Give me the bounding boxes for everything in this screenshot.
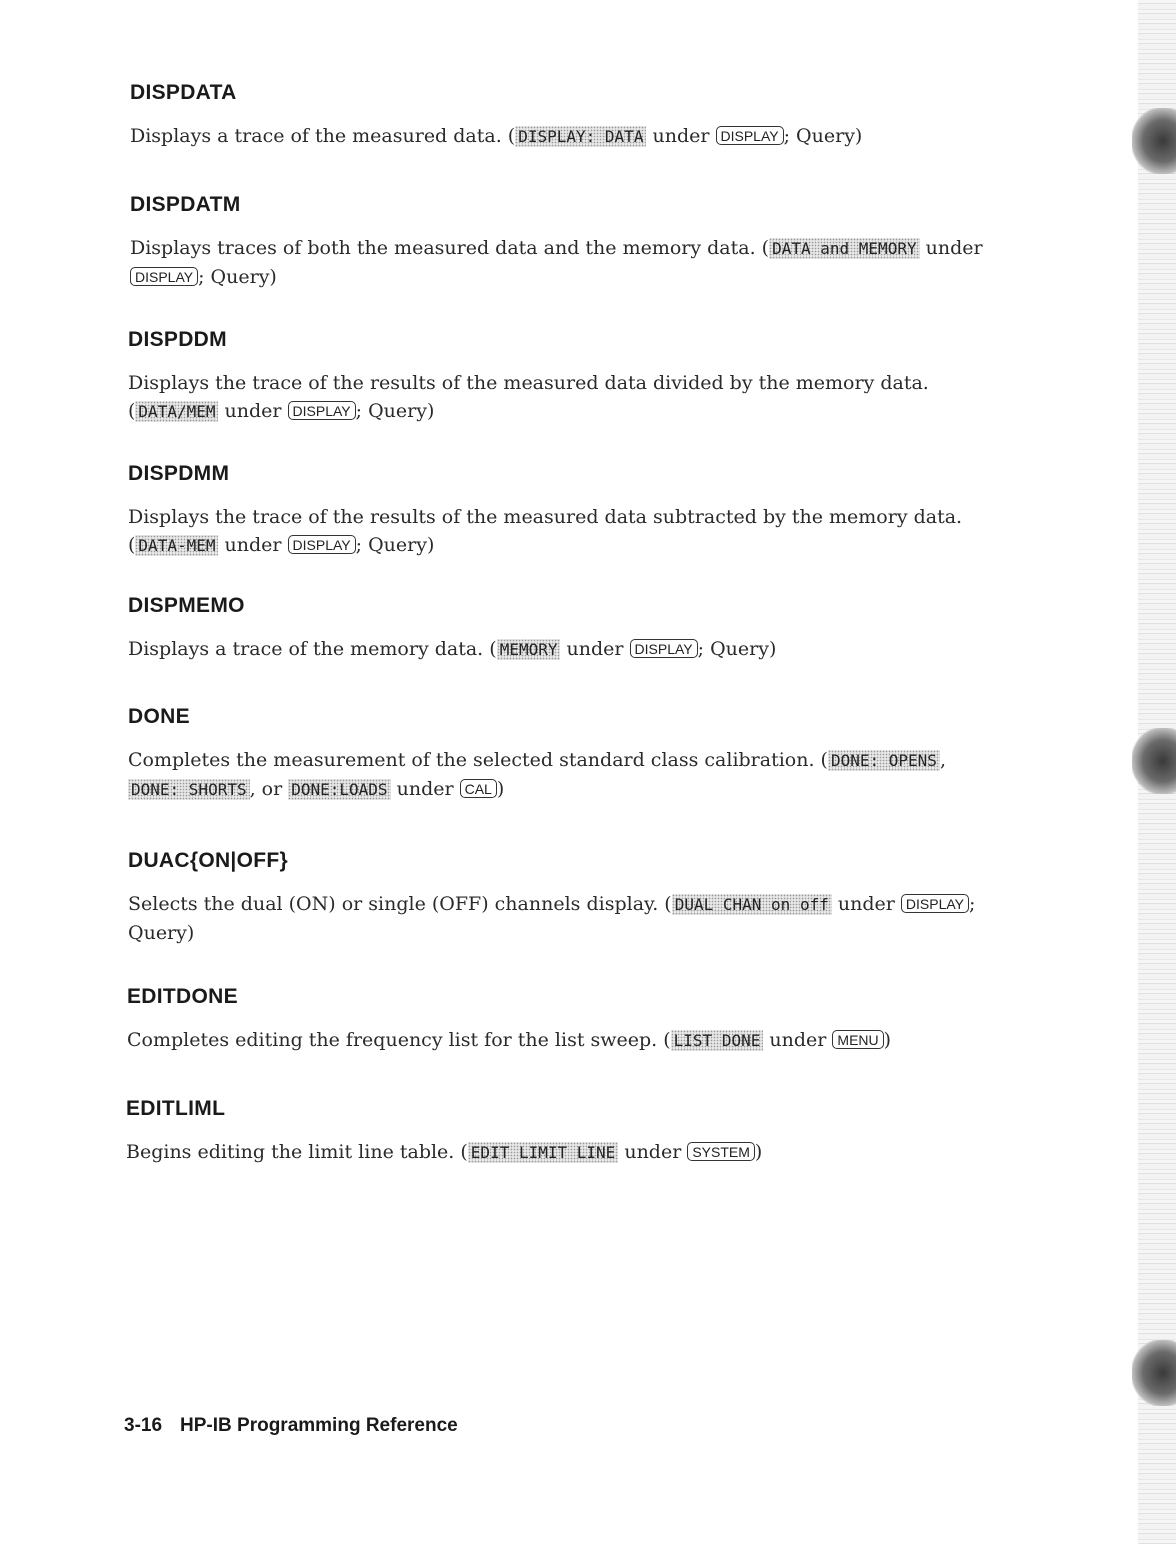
command-description: [130, 234, 1030, 291]
desc-text: ,: [939, 749, 946, 771]
command-heading: DISPDATM: [130, 193, 241, 216]
command-heading: DISPMEMO: [128, 594, 245, 617]
softkey-label: DATA and MEMORY: [769, 238, 920, 259]
desc-text: under: [919, 237, 983, 259]
desc-text: under: [763, 1029, 833, 1051]
hardkey-label: DISPLAY: [288, 535, 356, 554]
page-footer: [124, 1415, 458, 1437]
desc-text: under: [390, 778, 460, 800]
softkey-label: LIST DONE: [671, 1030, 764, 1051]
desc-text: under: [560, 638, 630, 660]
command-heading: DUAC{ON|OFF}: [128, 849, 288, 872]
desc-text: ; Query): [783, 125, 863, 147]
softkey-label: DATA/MEM: [135, 401, 218, 422]
desc-text: ; Query): [355, 400, 435, 422]
command-heading: EDITLIML: [126, 1097, 226, 1120]
softkey-label: DUAL CHAN on off: [672, 894, 832, 915]
command-heading: EDITDONE: [127, 985, 238, 1008]
desc-text: ): [496, 778, 505, 800]
desc-text: under: [218, 400, 288, 422]
softkey-label: DONE: OPENS: [828, 750, 940, 771]
hardkey-label: DISPLAY: [630, 639, 698, 658]
softkey-label: DONE: SHORTS: [128, 779, 250, 800]
command-heading: DONE: [128, 705, 190, 728]
entry-done: [128, 704, 988, 804]
entry-dispmemo: [128, 593, 1176, 664]
softkey-label: DONE:LOADS: [288, 779, 390, 800]
command-description: [128, 503, 978, 560]
desc-text: Selects the dual (ON) or single (OFF) channels display. (: [128, 893, 672, 915]
entry-editdone: [127, 984, 1176, 1055]
desc-text: Displays a trace of the measured data. (: [130, 125, 516, 147]
desc-text: Displays traces of both the measured data and the memory data. (: [130, 237, 770, 259]
entry-duac: [128, 848, 1033, 947]
command-description: [130, 122, 1176, 151]
desc-text: Displays the trace of the results of the measured data divided by the memory data. (: [128, 372, 929, 422]
desc-text: , or: [249, 778, 289, 800]
entry-dispdmm: [128, 461, 978, 560]
softkey-label: DATA-MEM: [135, 535, 218, 556]
command-heading: DISPDATA: [130, 81, 237, 104]
desc-text: under: [618, 1141, 688, 1163]
command-description: [126, 1138, 1176, 1167]
desc-text: ): [754, 1141, 763, 1163]
desc-text: Displays a trace of the memory data. (: [128, 638, 497, 660]
hardkey-label: MENU: [832, 1030, 883, 1049]
desc-text: Begins editing the limit line table. (: [126, 1141, 468, 1163]
desc-text: under: [646, 125, 716, 147]
command-description: [127, 1026, 1176, 1055]
desc-text: Completes editing the frequency list for the list sweep. (: [127, 1029, 671, 1051]
hardkey-label: DISPLAY: [716, 126, 784, 145]
command-description: [128, 746, 988, 804]
entry-editliml: [126, 1096, 1176, 1167]
softkey-label: DISPLAY: DATA: [515, 126, 646, 147]
binder-hole-top: [1132, 108, 1176, 174]
desc-text: ): [883, 1029, 892, 1051]
command-description: [128, 369, 948, 426]
desc-text: Completes the measurement of the selected standard class calibration. (: [128, 749, 828, 771]
desc-text: ; Query): [355, 534, 435, 556]
entry-dispdata: [130, 80, 1176, 151]
command-description: [128, 635, 1176, 664]
page-number: 3-16: [124, 1415, 163, 1436]
desc-text: ; Query): [198, 266, 277, 288]
softkey-label: MEMORY: [497, 639, 561, 660]
softkey-label: EDIT LIMIT LINE: [468, 1142, 619, 1163]
hardkey-label: DISPLAY: [288, 401, 356, 420]
desc-text: Displays the trace of the results of the measured data subtracted by the memory data. (: [128, 506, 963, 556]
hardkey-label: SYSTEM: [687, 1142, 755, 1161]
command-heading: DISPDDM: [128, 328, 227, 351]
hardkey-label: CAL: [460, 779, 497, 798]
hardkey-label: DISPLAY: [901, 894, 969, 913]
desc-text: ; Query): [128, 893, 976, 944]
command-description: [128, 890, 1033, 947]
desc-text: under: [218, 534, 288, 556]
entry-dispdatm: [130, 192, 1030, 291]
entry-dispddm: [128, 327, 948, 426]
footer-title: HP-IB Programming Reference: [180, 1415, 458, 1436]
binder-hole-bottom: [1132, 1340, 1176, 1406]
hardkey-label: DISPLAY: [130, 267, 198, 286]
command-heading: DISPDMM: [128, 462, 230, 485]
desc-text: ; Query): [697, 638, 777, 660]
desc-text: under: [831, 893, 901, 915]
binder-hole-middle: [1132, 728, 1176, 794]
